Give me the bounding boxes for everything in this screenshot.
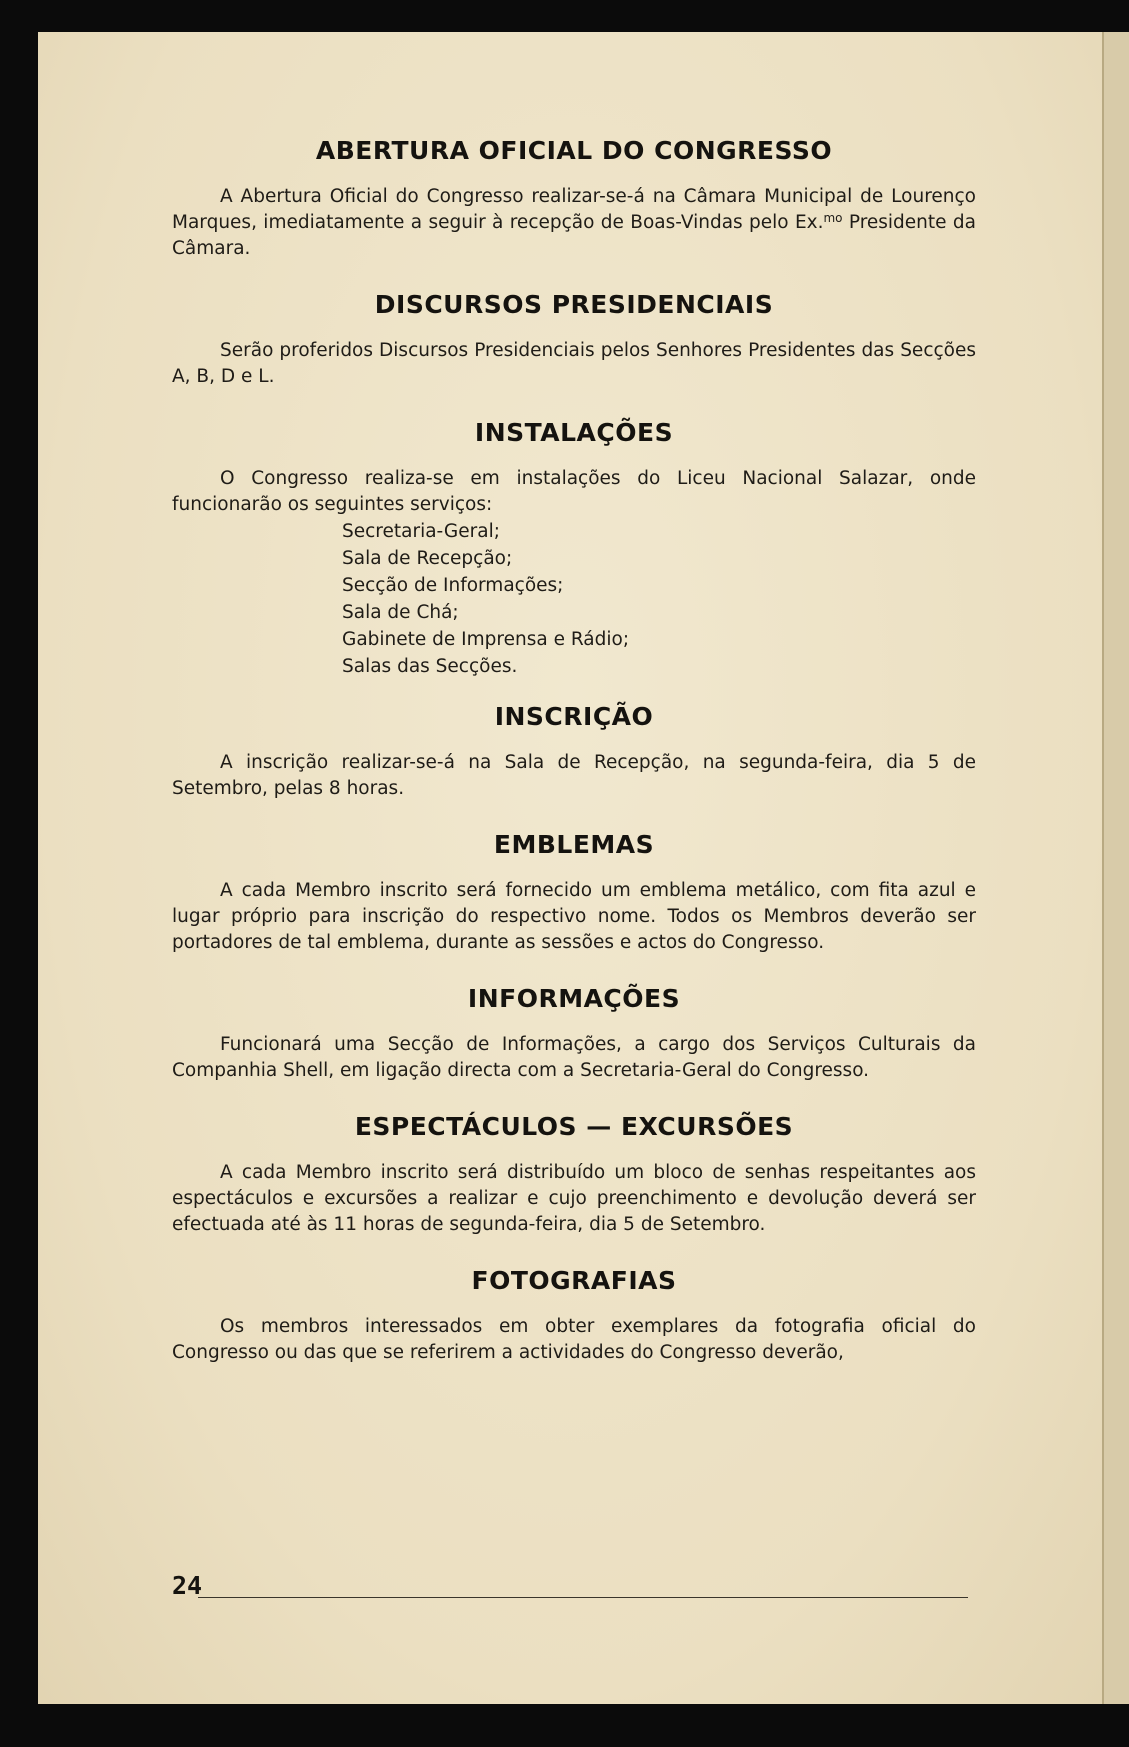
paragraph-abertura-text: A Abertura Oficial do Congresso realizar-se-á na Câmara Municipal de Lourenço Marques, imediatamente a seguir à recepção de Boas-Vindas pelo Ex. — [172, 186, 976, 233]
list-item: Sala de Recepção; — [342, 548, 513, 569]
paragraph-emblemas — [172, 878, 976, 956]
footer-rule — [198, 1597, 968, 1598]
paragraph-instalacoes-text: O Congresso realiza-se em instalações do Liceu Nacional Salazar, onde funcionarão os seguintes serviços: — [172, 468, 976, 515]
list-item: Salas das Secções. — [342, 656, 518, 677]
heading-inscricao: INSCRIÇÃO — [494, 702, 654, 731]
heading-espectaculos: ESPECTÁCULOS — EXCURSÕES — [354, 1112, 794, 1141]
page-content — [172, 136, 976, 1366]
heading-informacoes: INFORMAÇÕES — [467, 984, 681, 1013]
list-item: Sala de Chá; — [342, 602, 459, 623]
paragraph-fotografias — [172, 1314, 976, 1366]
heading-fotografias: FOTOGRAFIAS — [471, 1266, 677, 1295]
paragraph-inscricao — [172, 750, 976, 802]
paragraph-inscricao-text: A inscrição realizar-se-á na Sala de Recepção, na segunda-feira, dia 5 de Setembro, pelas 8 horas. — [172, 752, 976, 799]
list-item: Secção de Informações; — [342, 575, 564, 596]
paragraph-informacoes — [172, 1032, 976, 1084]
paragraph-discursos — [172, 338, 976, 390]
page-number: 24 — [172, 1571, 203, 1600]
heading-emblemas: EMBLEMAS — [493, 830, 655, 859]
paragraph-abertura-tail: Presidente da Câmara. — [172, 212, 976, 259]
services-list — [172, 518, 976, 680]
paragraph-fotografias-text: Os membros interessados em obter exemplares da fotografia oficial do Congresso ou das que se referirem a actividades do Congresso deverão, — [172, 1316, 976, 1363]
page-footer — [172, 1571, 968, 1601]
paragraph-instalacoes — [172, 466, 976, 518]
heading-discursos: DISCURSOS PRESIDENCIAIS — [374, 290, 774, 319]
heading-instalacoes: INSTALAÇÕES — [474, 418, 674, 447]
superscript-mo: mo — [823, 211, 843, 225]
page-spine-edge — [1102, 32, 1129, 1704]
list-item: Secretaria-Geral; — [342, 521, 500, 542]
paragraph-espectaculos — [172, 1160, 976, 1238]
paragraph-emblemas-text: A cada Membro inscrito será fornecido um emblema metálico, com fita azul e lugar próprio para inscrição do respectivo nome. Todos os Membros deverão ser portadores de tal emblema, durante as sessões e actos do Congresso. — [172, 880, 976, 953]
paragraph-espectaculos-text: A cada Membro inscrito será distribuído um bloco de senhas respeitantes aos espectáculos e excursões a realizar e cujo preenchimento e devolução deverá ser efectuada até às 11 horas de segunda-feira, dia 5 de Setembro. — [172, 1162, 976, 1235]
paragraph-abertura — [172, 184, 976, 262]
paragraph-discursos-text: Serão proferidos Discursos Presidenciais pelos Senhores Presidentes das Secções A, B, D e L. — [172, 340, 976, 387]
paragraph-informacoes-text: Funcionará uma Secção de Informações, a cargo dos Serviços Culturais da Companhia Shell, em ligação directa com a Secretaria-Geral do Congresso. — [172, 1034, 976, 1081]
heading-abertura: ABERTURA OFICIAL DO CONGRESSO — [315, 136, 833, 165]
list-item: Gabinete de Imprensa e Rádio; — [342, 629, 630, 650]
